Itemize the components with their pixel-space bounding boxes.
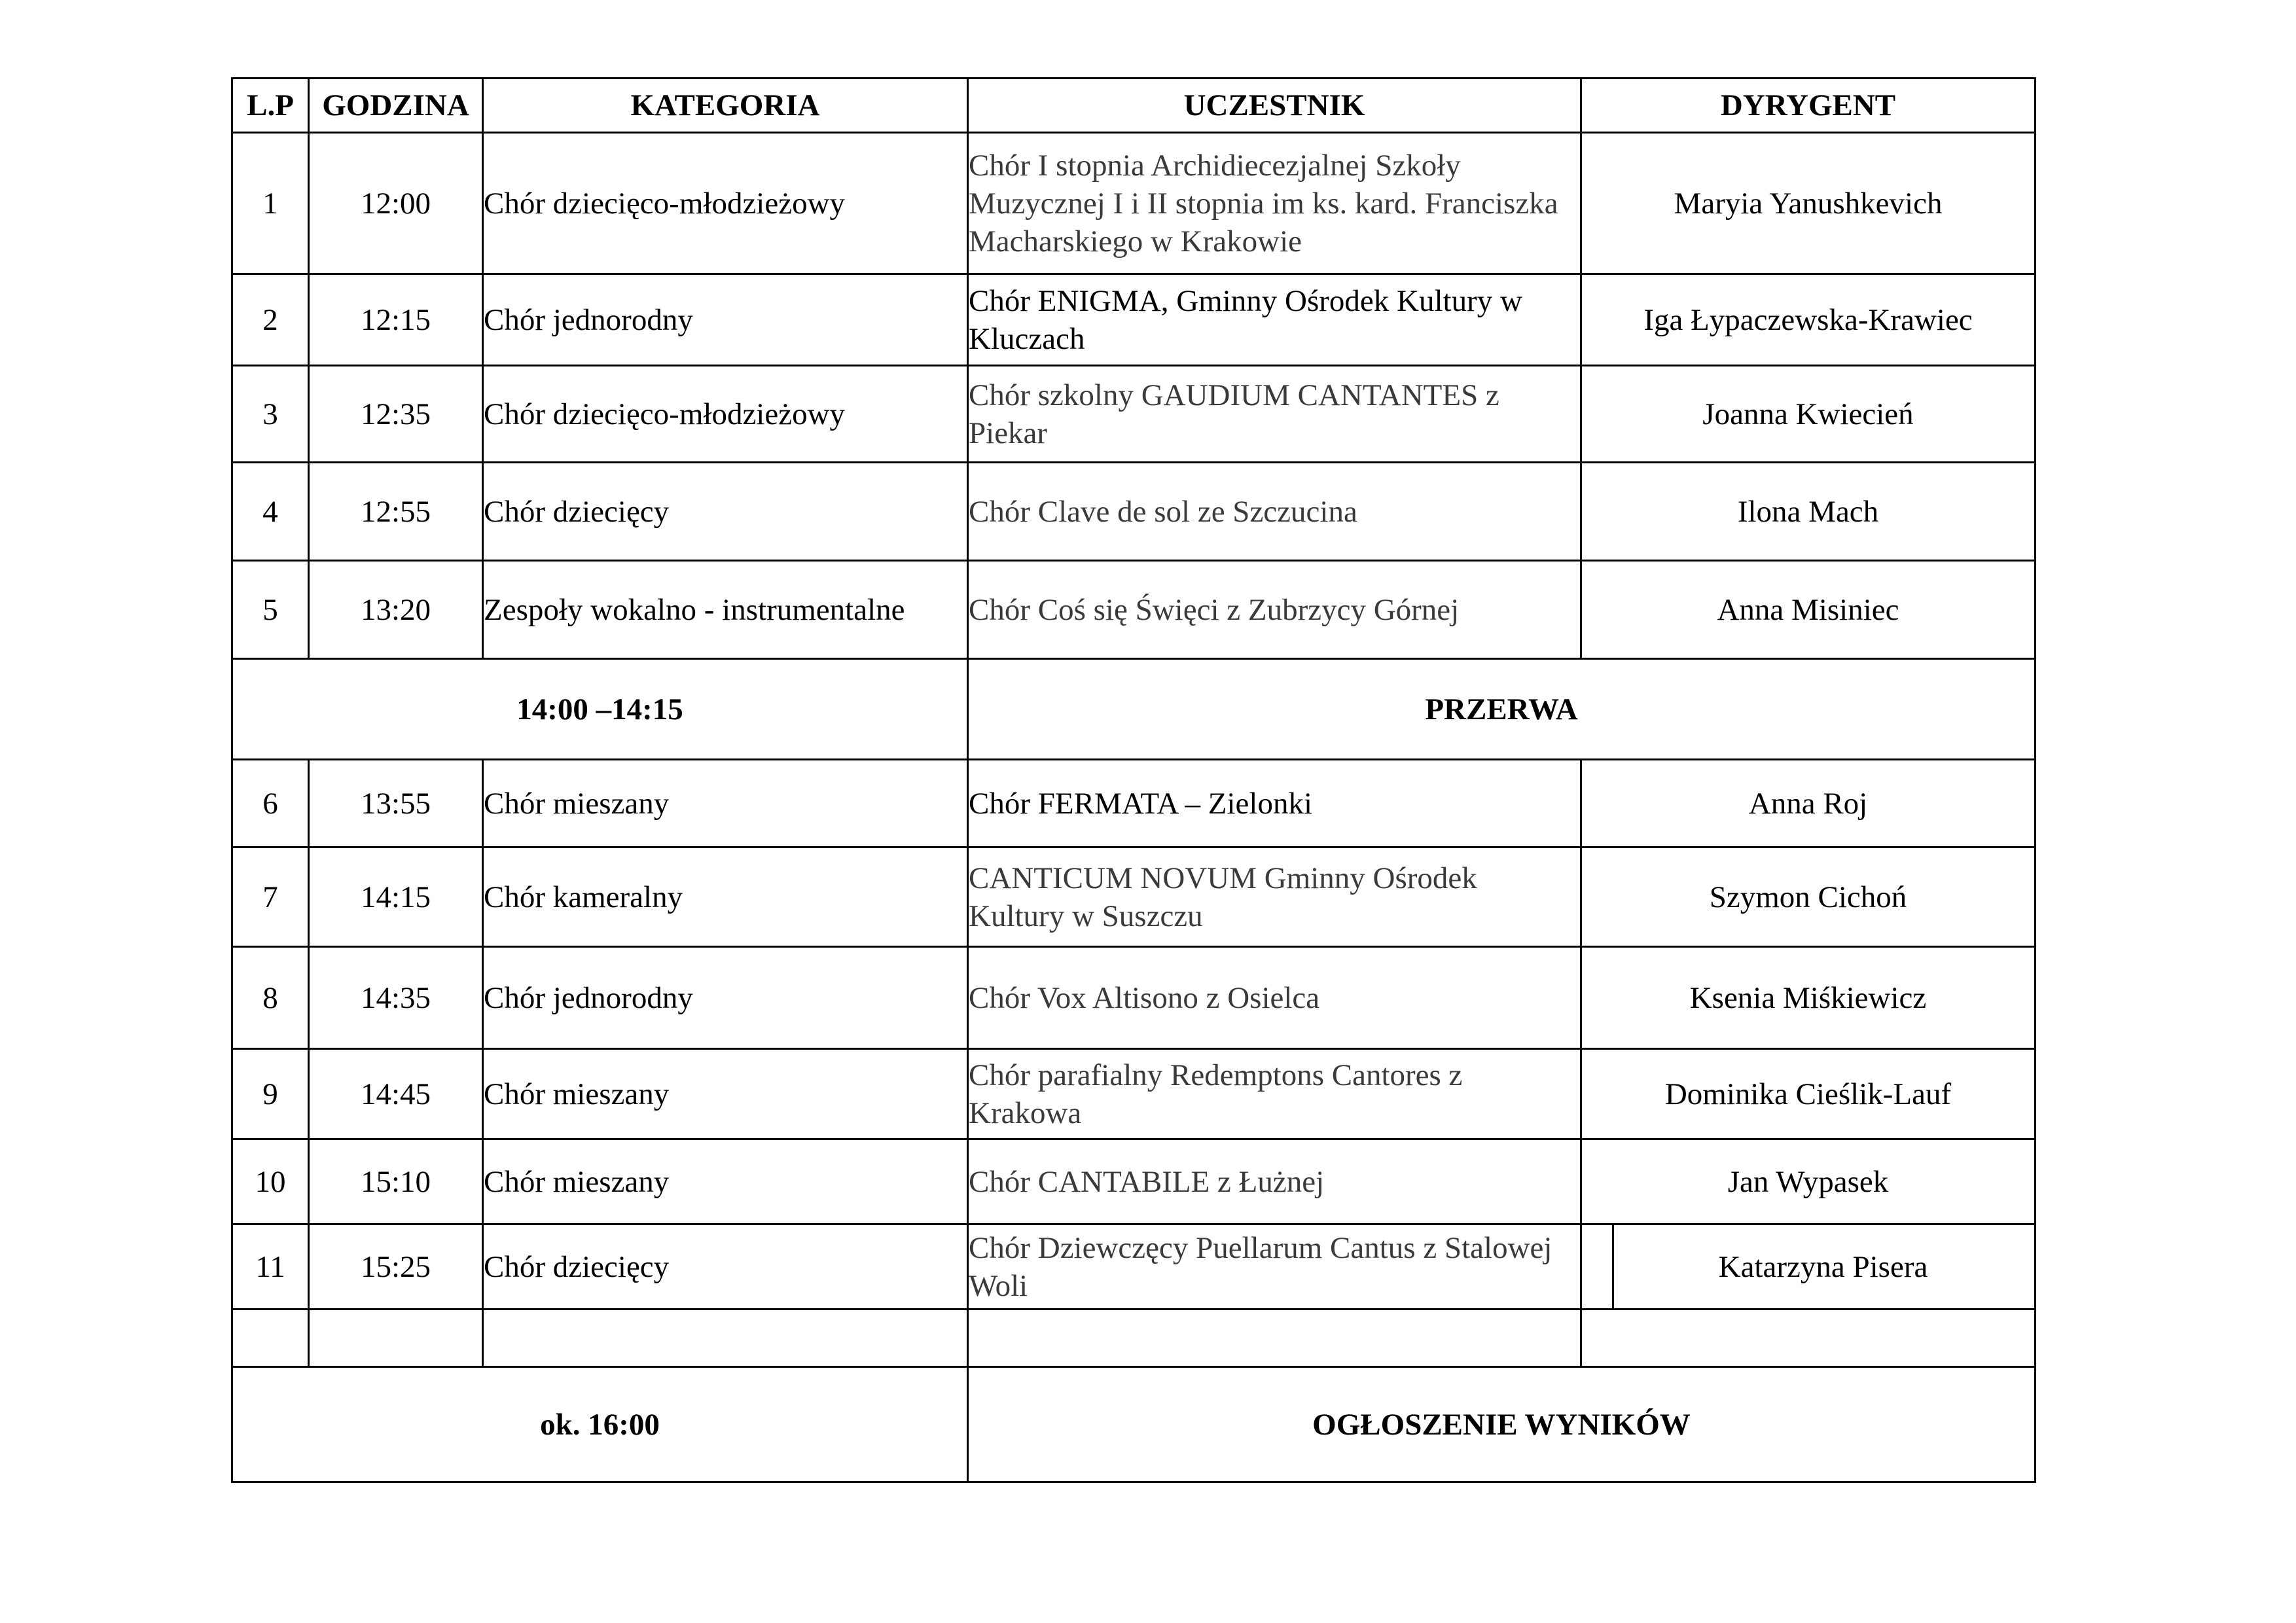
cell-godzina: 14:15	[309, 847, 483, 947]
cell-dyrygent: Anna Misiniec	[1581, 561, 2036, 659]
table-row	[232, 947, 2036, 1049]
cell-uczestnik: Chór Clave de sol ze Szczucina	[968, 463, 1581, 561]
table-row	[232, 274, 2036, 366]
cell-uczestnik: Chór Vox Altisono z Osielca	[968, 947, 1581, 1049]
cell-godzina: 12:35	[309, 366, 483, 463]
cell-kategoria: Chór mieszany	[483, 760, 968, 847]
cell-lp: 5	[232, 561, 309, 659]
cell-uczestnik: Chór Dziewczęcy Puellarum Cantus z Stalowej Woli	[968, 1224, 1581, 1310]
cell-godzina: 14:45	[309, 1049, 483, 1139]
header-row	[232, 79, 2036, 133]
cell-godzina: 12:15	[309, 274, 483, 366]
cell-lp: 2	[232, 274, 309, 366]
cell-lp: 3	[232, 366, 309, 463]
table-row	[232, 1224, 2036, 1310]
results-row	[232, 1367, 2036, 1482]
results-label: OGŁOSZENIE WYNIKÓW	[968, 1367, 2036, 1482]
cell-kategoria: Chór dziecięcy	[483, 463, 968, 561]
cell-empty	[309, 1310, 483, 1367]
cell-uczestnik: Chór FERMATA – Zielonki	[968, 760, 1581, 847]
header-dyrygent: DYRYGENT	[1581, 79, 2036, 133]
header-godzina: GODZINA	[309, 79, 483, 133]
table-row	[232, 847, 2036, 947]
table-row	[232, 463, 2036, 561]
cell-uczestnik: Chór ENIGMA, Gminny Ośrodek Kultury w Kluczach	[968, 274, 1581, 366]
cell-kategoria: Zespoły wokalno - instrumentalne	[483, 561, 968, 659]
cell-dyrygent: Joanna Kwiecień	[1581, 366, 2036, 463]
table-row	[232, 133, 2036, 274]
schedule-table	[231, 77, 2036, 1483]
cell-kategoria: Chór jednorodny	[483, 947, 968, 1049]
cell-godzina: 13:55	[309, 760, 483, 847]
cell-dyrygent: Iga Łypaczewska-Krawiec	[1581, 274, 2036, 366]
table-row	[232, 1049, 2036, 1139]
cell-godzina: 12:55	[309, 463, 483, 561]
cell-uczestnik: Chór CANTABILE z Łużnej	[968, 1139, 1581, 1224]
cell-uczestnik: Chór I stopnia Archidiecezjalnej Szkoły Muzycznej I i II stopnia im ks. kard. Franciszka Macharskiego w Krakowie	[968, 133, 1581, 274]
table-row	[232, 561, 2036, 659]
cell-uczestnik: Chór parafialny Redemptons Cantores z Krakowa	[968, 1049, 1581, 1139]
cell-godzina: 15:10	[309, 1139, 483, 1224]
cell-lp: 6	[232, 760, 309, 847]
table-row	[232, 760, 2036, 847]
break-time: 14:00 –14:15	[232, 659, 968, 760]
cell-godzina: 12:00	[309, 133, 483, 274]
cell-uczestnik: Chór Coś się Święci z Zubrzycy Górnej	[968, 561, 1581, 659]
cell-lp: 9	[232, 1049, 309, 1139]
cell-dyrygent: Anna Roj	[1581, 760, 2036, 847]
cell-empty	[483, 1310, 968, 1367]
cell-kategoria: Chór jednorodny	[483, 274, 968, 366]
cell-kategoria: Chór kameralny	[483, 847, 968, 947]
cell-kategoria: Chór dziecięcy	[483, 1224, 968, 1310]
cell-kategoria: Chór dziecięco-młodzieżowy	[483, 366, 968, 463]
cell-godzina: 14:35	[309, 947, 483, 1049]
cell-godzina: 13:20	[309, 561, 483, 659]
header-lp: L.P	[232, 79, 309, 133]
cell-dyrygent-text: Katarzyna Pisera	[1718, 1249, 1928, 1284]
cell-dyrygent: Ilona Mach	[1581, 463, 2036, 561]
cell-lp: 10	[232, 1139, 309, 1224]
table-row	[232, 366, 2036, 463]
break-row	[232, 659, 2036, 760]
cell-dyrygent: Szymon Cichoń	[1581, 847, 2036, 947]
cell-dyrygent: Maryia Yanushkevich	[1581, 133, 2036, 274]
empty-row	[232, 1310, 2036, 1367]
cell-kategoria: Chór mieszany	[483, 1049, 968, 1139]
cell-lp: 11	[232, 1224, 309, 1310]
cell-dyrygent: Jan Wypasek	[1581, 1139, 2036, 1224]
cell-dyrygent: Dominika Cieślik-Lauf	[1581, 1049, 2036, 1139]
cell-lp: 8	[232, 947, 309, 1049]
cell-empty	[1581, 1310, 2036, 1367]
cell-dyrygent	[1581, 1224, 2036, 1310]
break-label: PRZERWA	[968, 659, 2036, 760]
cell-lp: 4	[232, 463, 309, 561]
cell-empty	[968, 1310, 1581, 1367]
cell-lp: 1	[232, 133, 309, 274]
results-time: ok. 16:00	[232, 1367, 968, 1482]
cell-dyrygent: Ksenia Miśkiewicz	[1581, 947, 2036, 1049]
table-row	[232, 1139, 2036, 1224]
cell-kategoria: Chór mieszany	[483, 1139, 968, 1224]
cell-kategoria: Chór dziecięco-młodzieżowy	[483, 133, 968, 274]
header-kategoria: KATEGORIA	[483, 79, 968, 133]
cell-lp: 7	[232, 847, 309, 947]
cell-uczestnik: Chór szkolny GAUDIUM CANTANTES z Piekar	[968, 366, 1581, 463]
header-uczestnik: UCZESTNIK	[968, 79, 1581, 133]
cell-godzina: 15:25	[309, 1224, 483, 1310]
cell-uczestnik: CANTICUM NOVUM Gminny Ośrodek Kultury w Suszczu	[968, 847, 1581, 947]
cell-divider	[1612, 1225, 1614, 1308]
cell-empty	[232, 1310, 309, 1367]
